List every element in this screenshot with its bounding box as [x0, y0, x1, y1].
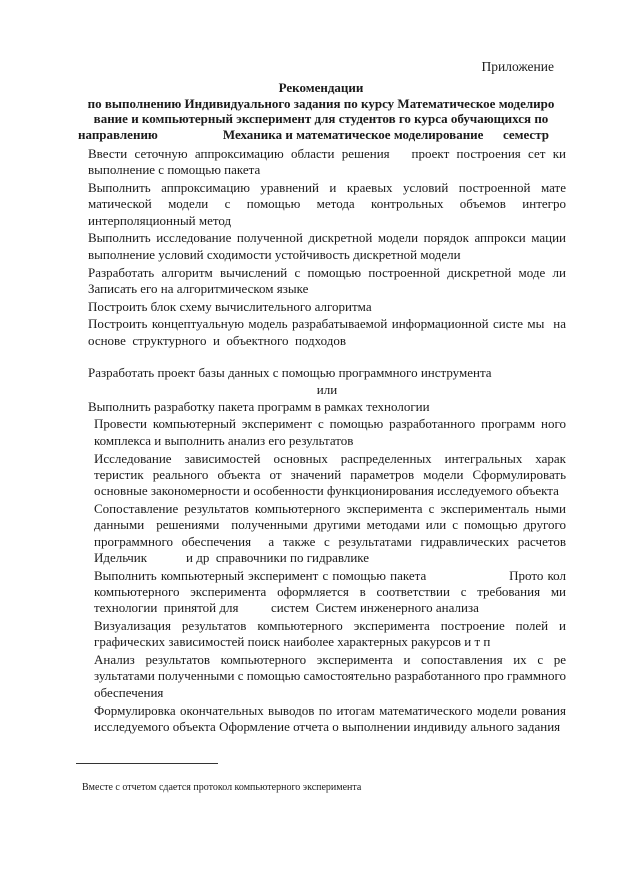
list-item: Исследование зависимостей основных распределенных интегральных харак теристик реального объекта от значений параметров модели Сформулировать основные закономерности и особенности функционирования исследуемого объекта — [94, 450, 566, 499]
heading-line-2: вание и компьютерный эксперимент для студентов го курса обучающихся по — [93, 111, 549, 126]
or-label: или — [316, 382, 338, 398]
heading-line-3: направлению Механика и математическое моделирование семестр — [78, 126, 549, 142]
list-item: Выполнить аппроксимацию уравнений и краевых условий построенной мате матической модели с помощью метода контрольных объемов интегро интерполяционный метод — [88, 180, 566, 228]
spacer — [88, 351, 566, 365]
footnote: Вместе с отчетом сдается протокол компьютерного эксперимента — [82, 782, 362, 793]
list-item-package: Выполнить разработку пакета программ в рамках технологии — [88, 398, 430, 414]
heading-line-1: по выполнению Индивидуального задания по курсу Математическое моделиро — [87, 95, 555, 111]
heading-title: Рекомендации — [278, 80, 364, 95]
list-item: Построить блок схему вычислительного алгоритма — [88, 298, 372, 314]
appendix-label: Приложение — [481, 59, 554, 74]
list-item: Анализ результатов компьютерного эксперимента и сопоставления их с ре зультатами полученными с помощью самостоятельно разработанного про граммного обеспечения — [94, 652, 567, 700]
list-item: Выполнить исследование полученной дискретной модели порядок аппрокси мации выполнение условий сходимости устойчивость дискретной модели — [88, 230, 566, 262]
list-item: Сопоставление результатов компьютерного эксперимента с эксперименталь ными данными решениями полученными другими методами или с помощью другого программного обеспечения а также с результатами гидравлических расчетов Идельчик и др справочники по гидравлике — [94, 500, 573, 565]
list-item: Визуализация результатов компьютерного эксперимента построение полей и графических зависимостей поиск наиболее характерных ракурсов и т п — [94, 618, 566, 650]
list-item: Провести компьютерный эксперимент с помощью разработанного программ ного комплекса и выполнить анализ его результатов — [94, 416, 566, 448]
list-item-database: Разработать проект базы данных с помощью программного инструмента — [88, 364, 492, 380]
list-item: Выполнить компьютерный эксперимент с помощью пакета Прото кол компьютерного эксперимента оформляется в соответствии с требования ми технологии принятой для систем Систем инженерного анализа — [94, 567, 570, 616]
list-item: Ввести сеточную аппроксимацию области решения проект построения сет ки выполнение с помощью пакета — [88, 146, 589, 178]
footnote-separator — [76, 763, 218, 764]
task-list — [88, 146, 589, 737]
list-item: Построить концептуальную модель разрабатываемой информационной систе мы на основе структурного и объектного подходов — [88, 316, 573, 348]
list-item: Формулировка окончательных выводов по итогам математического модели рования исследуемого объекта Оформление отчета о выполнении индивиду ального задания — [94, 702, 566, 734]
list-item: Разработать алгоритм вычислений с помощью построенной дискретной моде ли Записать его на алгоритмическом языке — [88, 264, 566, 296]
recommendations-heading — [78, 80, 564, 142]
